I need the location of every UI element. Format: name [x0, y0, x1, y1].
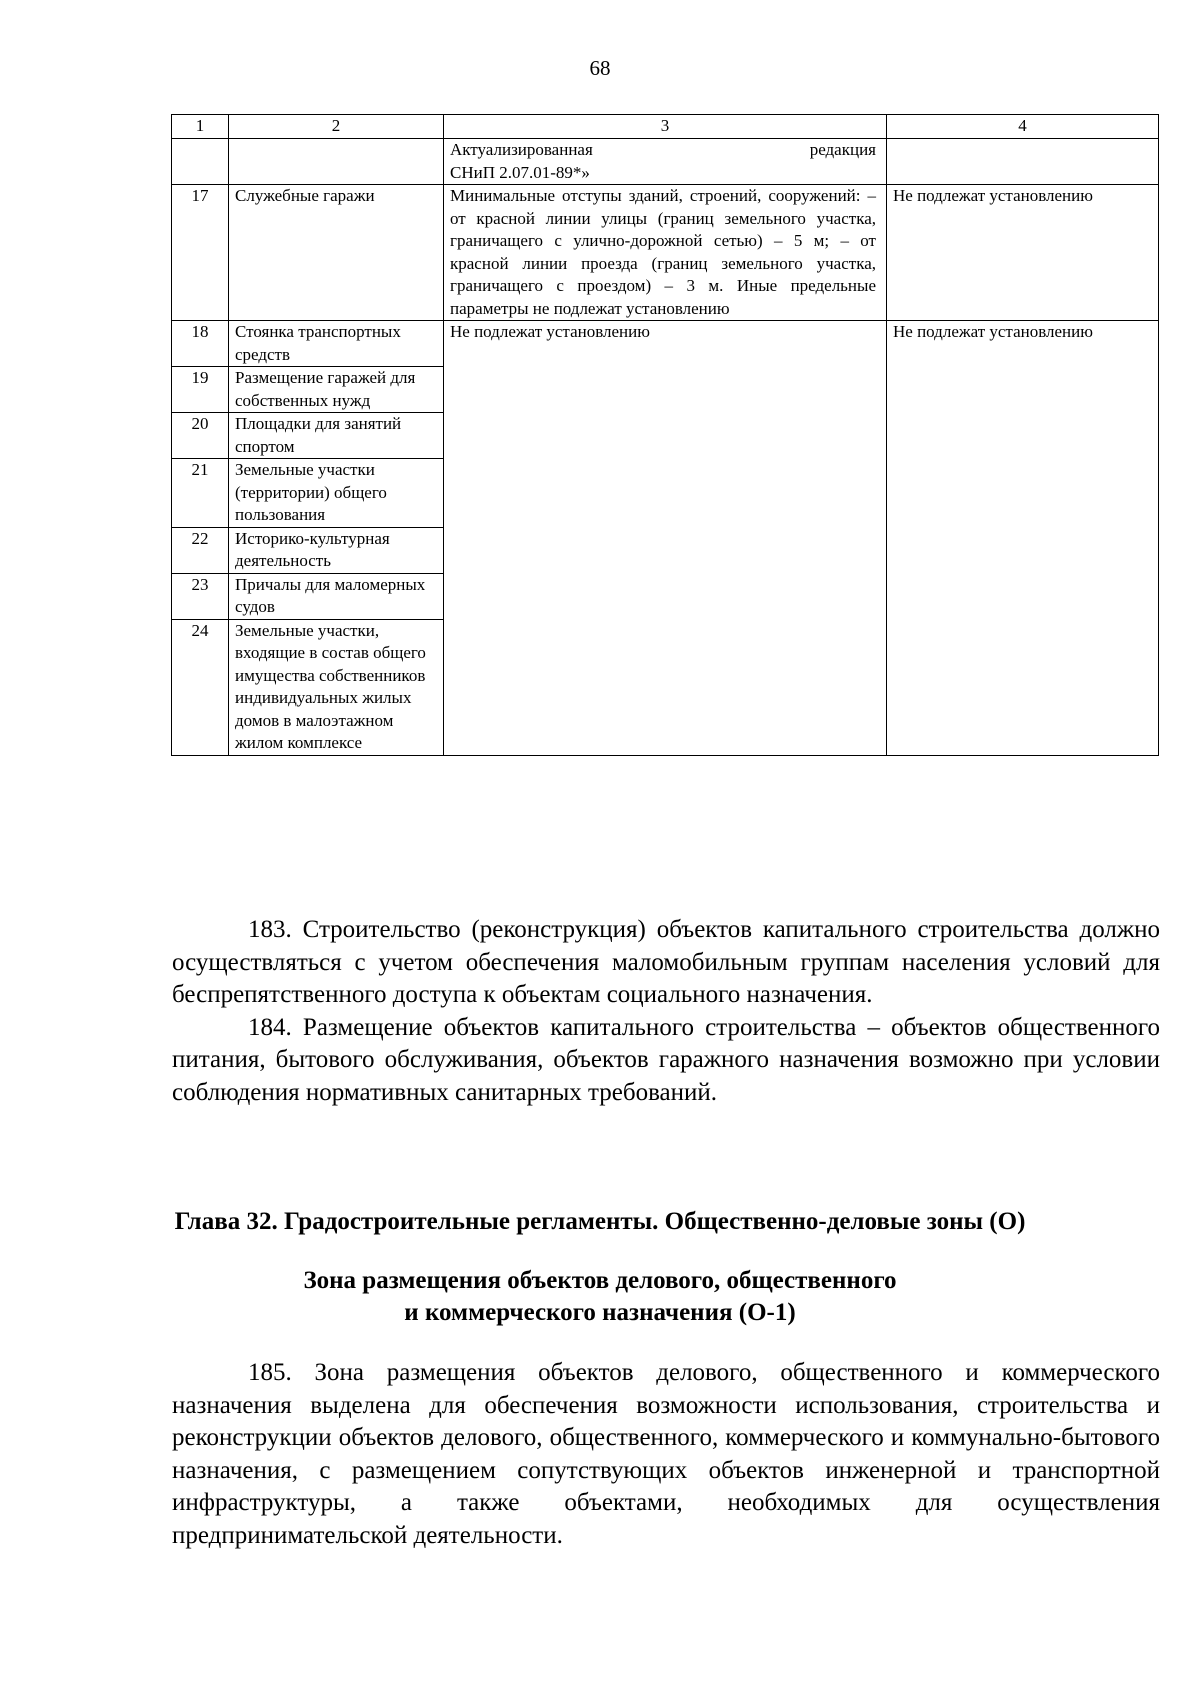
paragraphs-183-184 — [172, 914, 1160, 1109]
header-cell: 2 — [229, 115, 444, 139]
row-name: Земельные участки (территории) общего пользования — [229, 459, 444, 528]
header-cell: 1 — [172, 115, 229, 139]
row-number: 20 — [172, 413, 229, 459]
zone-heading-line: и коммерческого назначения (О-1) — [404, 1299, 796, 1326]
paragraph-185: 185. Зона размещения объектов делового, общественного и коммерческого назначения выделена для обеспечения возможности использования, строительства и реконструкции объектов делового, общественного, коммерческого и коммунально-бытового назначения, с размещением сопутствующих объектов инженерной и транспортной инфраструктуры, а также объектами, необходимых для осуществления предпринимательской деятельности. — [172, 1359, 1160, 1549]
continuation-text: СНиП 2.07.01-89*» — [450, 162, 590, 182]
row-params: Минимальные отступы зданий, строений, сооружений: – от красной линии улицы (границ земельного участка, граничащего с улично-дорожной сетью) – 5 м; – от красной линии проезда (границ земельного участка, граничащего с проездом) – 3 м. Иные предельные параметры не подлежат установлению — [444, 185, 887, 321]
row-name: Служебные гаражи — [229, 185, 444, 321]
row-name: Земельные участки, входящие в состав общего имущества собственников индивидуальных жилых домов в малоэтажном жилом комплексе — [229, 619, 444, 755]
table-row — [172, 139, 1159, 185]
paragraph-183: 183. Строительство (реконструкция) объектов капитального строительства должно осуществляться с учетом обеспечения маломобильным группам населения условий для беспрепятственного доступа к объектам социального назначения. — [172, 916, 1160, 1008]
row-name: Причалы для маломерных судов — [229, 573, 444, 619]
table-header-row — [172, 115, 1159, 139]
table-cell-params — [444, 139, 887, 185]
row-number: 24 — [172, 619, 229, 755]
row-number: 17 — [172, 185, 229, 321]
header-cell: 3 — [444, 115, 887, 139]
continuation-word: Актуализированная — [450, 140, 593, 159]
row-name: Историко-культурная деятельность — [229, 527, 444, 573]
row-number: 22 — [172, 527, 229, 573]
row-number: 18 — [172, 321, 229, 367]
group-limits: Не подлежат установлению — [887, 321, 1159, 756]
chapter-heading: Глава 32. Градостроительные регламенты. Общественно-деловые зоны (О) — [174, 1208, 1026, 1235]
group-params: Не подлежат установлению — [444, 321, 887, 756]
table-cell-empty — [172, 139, 229, 185]
row-number: 19 — [172, 367, 229, 413]
paragraph-185-block — [172, 1357, 1160, 1552]
regulations-table — [171, 114, 1159, 756]
row-name: Размещение гаражей для собственных нужд — [229, 367, 444, 413]
row-limits: Не подлежат установлению — [887, 185, 1159, 321]
page-number: 68 — [589, 56, 611, 80]
continuation-word: редакция — [809, 140, 876, 159]
table-row — [172, 185, 1159, 321]
paragraph-184: 184. Размещение объектов капитального строительства – объектов общественного питания, бытового обслуживания, объектов гаражного назначения возможно при условии соблюдения нормативных санитарных требований. — [172, 1013, 1160, 1106]
row-number: 21 — [172, 459, 229, 528]
row-name: Площадки для занятий спортом — [229, 413, 444, 459]
table-row — [172, 321, 1159, 367]
header-cell: 4 — [887, 115, 1159, 139]
table-cell-empty — [229, 139, 444, 185]
zone-heading-line: Зона размещения объектов делового, общественного — [303, 1267, 897, 1294]
zone-heading — [0, 1265, 1200, 1329]
table-cell-empty — [887, 139, 1159, 185]
row-number: 23 — [172, 573, 229, 619]
row-name: Стоянка транспортных средств — [229, 321, 444, 367]
